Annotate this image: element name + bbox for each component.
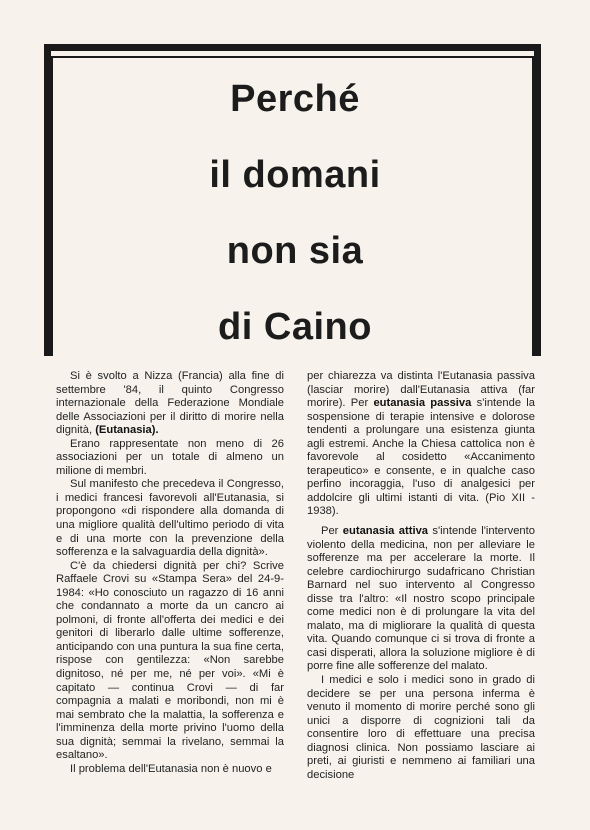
bold-term-eutanasia: (Eutanasia). [95, 424, 159, 437]
paragraph-problem: Il problema dell'Eutanasia non è nuovo e [70, 762, 272, 775]
paragraph-manifesto: Sul manifesto che precedeva il Congresso, i medici francesi favorevoli all'Eutanasia, si propongono «di rispondere alla domanda di una migliore qualità dell'ultimo periodo di vita e di una morte con la prevenzione della sofferenza e la salvaguardia della dignità». [56, 478, 284, 559]
paragraph-doctors: I medici e solo i medici sono in grado di decidere se per una persona inferma è venuto il momento di morire perché sono gli unici a disporre di cognizioni tali da consentire loro di effettuare una precisa diagnosi clinica. Non possiamo lasciare ai preti, ai giuristi e nemmeno ai familiari una decisione [307, 674, 535, 781]
right-column [307, 370, 535, 782]
title-line-4: di Caino [218, 306, 372, 348]
paragraph-active [307, 525, 535, 674]
bold-term-active: eutanasia attiva [342, 525, 429, 538]
paragraph-text: s'intende l'intervento violento della medicina, non per alleviare le sofferenze ma per accelerare la morte. Il celebre cardiochirurgo sudafricano Christian Barnard nel suo intervento al Congresso disse tra l'altro: «Il nostro scopo principale come medici non è di prolungare la vita del malato, ma di migliorare la qualità di questa vita. Quando comunque ci si trova di fronte a casi disperati, allora la soluzione migliore è di porre fine alle sofferenze del malato. [307, 525, 535, 673]
bold-term-passive: eutanasia passiva [373, 397, 472, 410]
paragraph-text: Si è svolto a Nizza (Francia) alla fine di settembre '84, il quinto Congresso internazionale della Federazione Mondiale delle Associazioni per il diritto di morire nella dignità, [56, 370, 284, 437]
article-title [60, 80, 530, 384]
paragraph-passive [307, 370, 535, 519]
paragraph-associations: Erano rappresentate non meno di 26 associazioni per un totale di almeno un milione di membri. [56, 437, 284, 477]
title-line-1: Perché [230, 78, 360, 120]
paragraph-intro [56, 370, 284, 438]
paragraph-text: Per [321, 525, 343, 538]
paragraph-text: s'intende la sospensione di terapie intensive e dolorose tendenti a prolungare una esistenza giunta agli estremi. Anche la Chiesa cattolica non è favorevole al cosidetto «Accanimento terapeutico» e consente, e in qualche caso perfino incoraggia, l'uso di analgesici per addolcire gli ultimi istanti di vita. (Pio XII - 1938). [307, 397, 535, 518]
title-line-2: il domani [209, 154, 381, 196]
title-line-3: non sia [226, 230, 364, 272]
paragraph-text: per chiarezza va distinta l'Eutanasia passiva (lasciar morire) dall'Eutanasia attiva (far morire). Per [307, 370, 535, 410]
left-column [56, 370, 284, 776]
paragraph-dignity-quote: C'è da chiedersi dignità per chi? Scrive Raffaele Crovi su «Stampa Sera» del 24-9-1984: «Ho conosciuto un ragazzo di 16 anni che condannato a morte da un cancro ai polmoni, di fronte all'offerta dei medici e dei genitori di liberarlo dalle ultime sofferenze, anticipando con una puntura la sua fine certa, rispose con gentilezza: «Non sarebbe dignitoso, né per me, né per voi». «Mi è capitato — continua Crovi — di far compagnia a malati e moribondi, non mi è mai sembrato che la malattia, la sofferenza e l'imminenza della morte privino l'uomo della sua dignità; semmai la rivelano, semmai la esaltano». [56, 559, 284, 762]
